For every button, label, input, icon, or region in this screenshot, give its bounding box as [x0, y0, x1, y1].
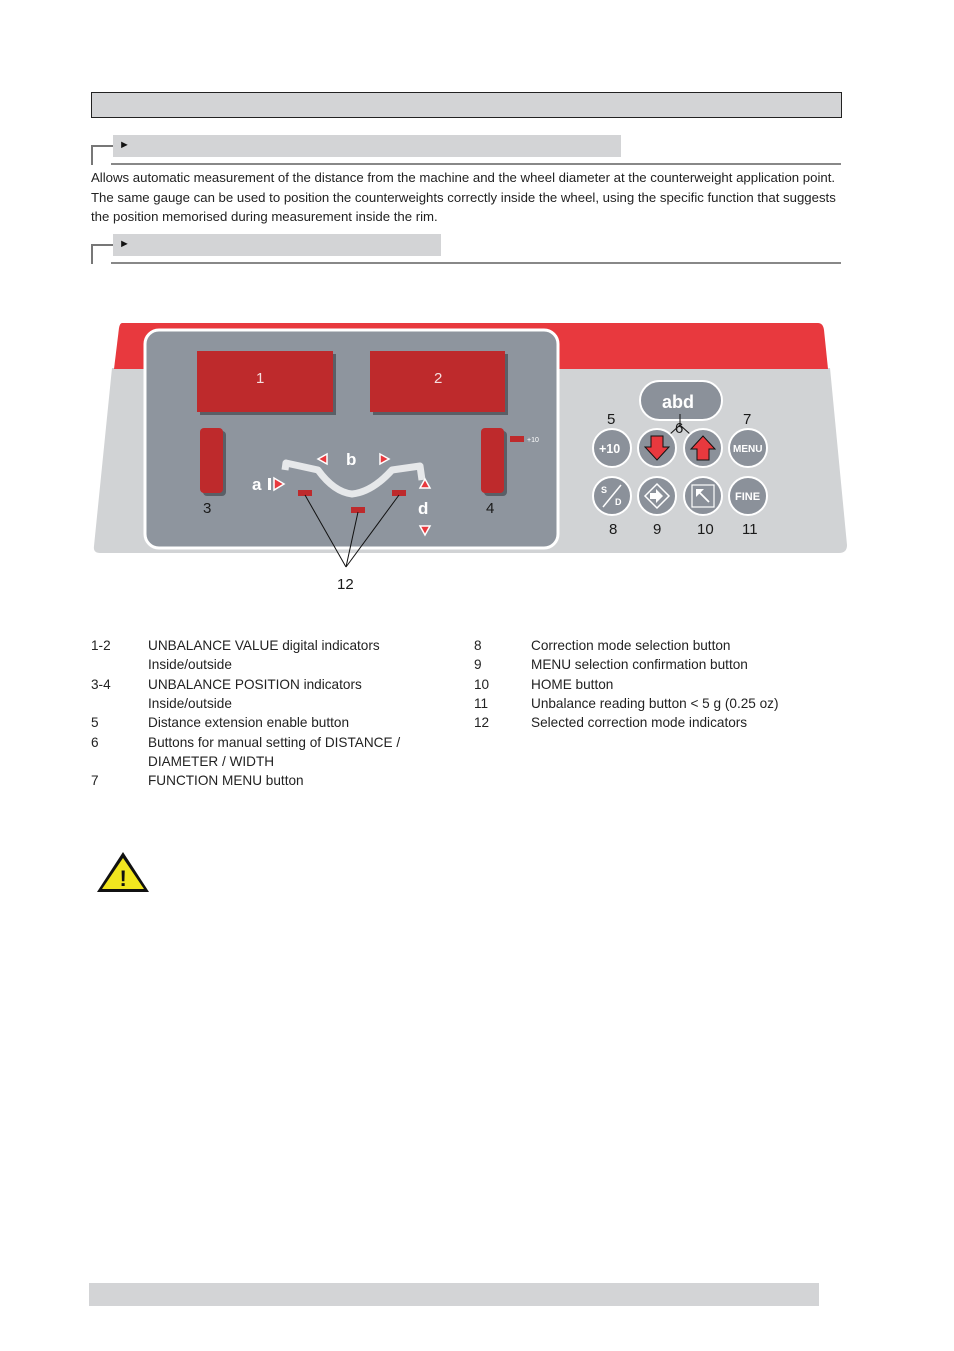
position-indicator-left: [200, 428, 223, 493]
legend-num: 6: [91, 734, 99, 750]
gauge-bar-icon: [268, 478, 271, 490]
legend-num: 9: [474, 657, 482, 673]
legend-text: MENU selection confirmation button: [531, 657, 748, 673]
callout-9: 9: [653, 521, 662, 538]
section-arrow-icon: ►: [119, 139, 130, 151]
legend-row: [91, 733, 451, 753]
legend-row: [91, 694, 451, 714]
legend-row: [474, 675, 834, 695]
callout-4: 4: [486, 500, 495, 517]
sd-button-s: S: [601, 485, 608, 495]
legend-text: FUNCTION MENU button: [148, 773, 304, 789]
callout-5: 5: [607, 411, 616, 428]
legend-text: Inside/outside: [148, 695, 232, 711]
control-panel-diagram: [0, 0, 954, 640]
legend-text: Correction mode selection button: [531, 638, 731, 653]
legend-num: 11: [474, 695, 489, 711]
legend-row: [91, 636, 451, 656]
legend-text: Buttons for manual setting of DISTANCE /: [148, 734, 401, 750]
fine-button-label: FINE: [735, 491, 761, 503]
legend-text: UNBALANCE POSITION indicators: [148, 676, 362, 692]
mode-label-a: a: [252, 475, 262, 494]
sd-button-d: D: [615, 497, 622, 507]
legend-row: [474, 655, 834, 675]
callout-3: 3: [203, 500, 212, 517]
plus10-led-label: +10: [527, 437, 539, 444]
section-arrow-icon: ►: [119, 238, 130, 250]
legend-num: 12: [474, 715, 490, 731]
mode-label-b: b: [346, 450, 357, 469]
callout-6: 6: [675, 420, 684, 437]
callout-10: 10: [697, 521, 714, 538]
warning-triangle-icon: [95, 850, 151, 894]
plus10-button-label: +10: [599, 442, 621, 456]
legend-num: 10: [474, 676, 490, 692]
callout-8: 8: [609, 521, 618, 538]
legend-row: [91, 675, 451, 695]
mode-label-d: d: [418, 499, 429, 518]
menu-button-label: MENU: [733, 444, 763, 455]
callout-11: 11: [742, 521, 758, 538]
callout-7: 7: [743, 411, 752, 428]
display-right-label: 2: [434, 370, 443, 387]
legend-right: [474, 636, 834, 736]
legend-text: UNBALANCE VALUE digital indicators: [148, 638, 380, 653]
footer-bar: [89, 1283, 819, 1306]
display-left-label: 1: [256, 370, 265, 387]
legend-row: [91, 771, 451, 791]
legend-num: 8: [474, 638, 482, 653]
legend-text: Inside/outside: [148, 657, 232, 673]
position-indicator-right: [481, 428, 504, 493]
legend-row: [474, 713, 834, 733]
callout-12: 12: [337, 576, 354, 593]
legend-text: Unbalance reading button < 5 g (0.25 oz): [531, 695, 779, 711]
legend-left: [91, 636, 451, 796]
warning-symbol: !: [119, 866, 127, 891]
legend-row: [91, 655, 451, 675]
legend-text: DIAMETER / WIDTH: [148, 753, 275, 769]
plus10-led: [510, 436, 524, 442]
legend-num: 3-4: [91, 676, 111, 692]
legend-row: [474, 694, 834, 714]
abd-button-label: abd: [662, 392, 695, 412]
legend-row: [91, 713, 451, 733]
legend-num: 7: [91, 773, 99, 789]
legend-text: Selected correction mode indicators: [531, 715, 748, 731]
legend-text: HOME button: [531, 676, 614, 692]
legend-num: 5: [91, 715, 99, 731]
legend-text: Distance extension enable button: [148, 715, 350, 731]
legend-row: [91, 752, 451, 772]
legend-row: [474, 636, 834, 656]
display-left: [197, 351, 333, 412]
legend-num: 1-2: [91, 638, 111, 653]
description-paragraph: Allows automatic measurement of the distance from the machine and the wheel diameter at the counterweight application point. The same gauge can be used to position the counterweights correctly inside the wheel, using the specific function that suggests the position memorised during measurement inside the rim.: [91, 170, 836, 224]
